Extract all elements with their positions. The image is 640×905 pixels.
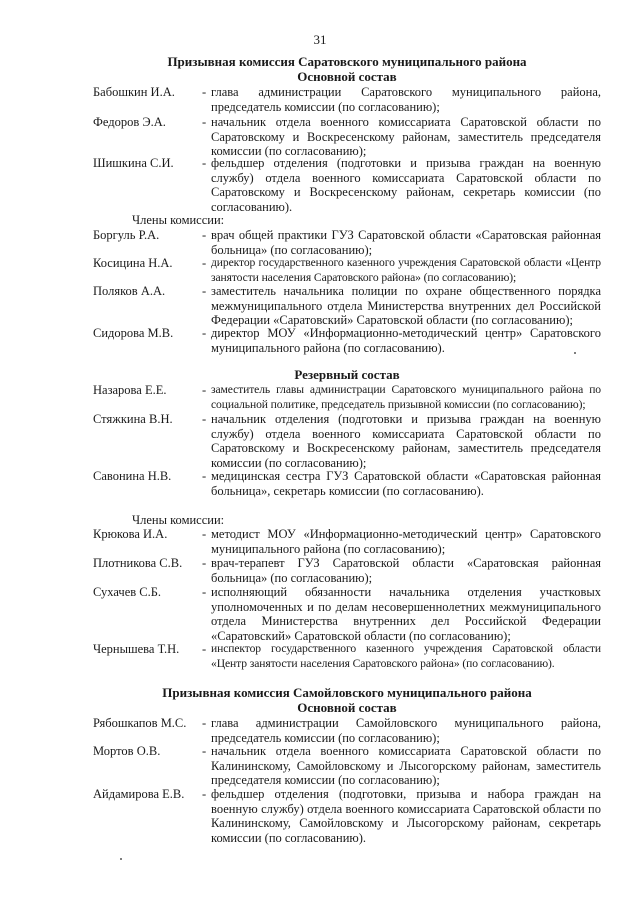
reserve-title: Резервный состав: [294, 367, 400, 382]
dash: -: [202, 412, 207, 426]
member-role: директор государственного казенного учреждения Саратовской области «Центр занятости населения Саратовского района» (по согласованию);: [211, 256, 601, 284]
dash: -: [202, 744, 207, 758]
member-role: глава администрации Саратовского муниципального района, председатель комиссии (по согласованию);: [211, 85, 601, 114]
dash: -: [202, 85, 207, 99]
member-name: Шишкина С.И.: [93, 156, 174, 170]
dash: -: [202, 556, 207, 570]
member-role: исполняющий обязанности начальника отделения участковых уполномоченных и по делам несовершеннолетних межмуниципального отдела Министерства внутренних дел Российской Федерации «Саратовский» Саратовской области (по согласованию);: [211, 585, 601, 643]
dash: -: [202, 716, 207, 730]
scan-speck: [120, 858, 122, 860]
member-name: Стяжкина В.Н.: [93, 412, 173, 426]
dash: -: [202, 284, 207, 298]
member-name: Рябошкапов М.С.: [93, 716, 187, 730]
member-name: Сухачев С.Б.: [93, 585, 162, 599]
member-role: фельдшер отделения (подготовки, призыва и набора граждан на военную службу) отдела военного комиссариата Саратовской области по Калининскому, Самойловскому и Лысогорскому районам, секретарь комиссии (по согласованию).: [211, 787, 601, 845]
dash: -: [202, 383, 207, 397]
member-name: Поляков А.А.: [93, 284, 166, 298]
dash: -: [202, 256, 207, 270]
member-role: заместитель главы администрации Саратовского муниципального района по социальной политике, председатель призывной комиссии (по согласованию);: [211, 383, 601, 411]
member-name: Мортов О.В.: [93, 744, 161, 758]
member-role: врач-терапевт ГУЗ Саратовской области «Саратовская районная больница» (по согласованию);: [211, 556, 601, 585]
dash: -: [202, 115, 207, 129]
member-role: начальник отдела военного комиссариата Саратовской области по Калининскому, Самойловскому и Лысогорскому районам, заместитель председателя комиссии (по согласованию);: [211, 744, 601, 788]
member-role: фельдшер отделения (подготовки и призыва граждан на военную службу) отдела военного комиссариата Саратовской области по Саратовскому и Воскресенскому районам, секретарь комиссии (по согласованию).: [211, 156, 601, 214]
dash: -: [202, 585, 207, 599]
member-role: начальник отдела военного комиссариата Саратовской области по Саратовскому и Воскресенскому районам, заместитель председателя комиссии (по согласованию);: [211, 115, 601, 159]
section-title: Призывная комиссия Самойловского муниципального района: [162, 685, 532, 700]
dash: -: [202, 156, 207, 170]
member-name: Федоров Э.А.: [93, 115, 166, 129]
member-name: Сидорова М.В.: [93, 326, 174, 340]
member-name: Крюкова И.А.: [93, 527, 168, 541]
dash: -: [202, 326, 207, 340]
member-name: Косицина Н.А.: [93, 256, 173, 270]
dash: -: [202, 228, 207, 242]
member-role: медицинская сестра ГУЗ Саратовской области «Саратовская районная больница», секретарь комиссии (по согласованию).: [211, 469, 601, 498]
section-subtitle: Основной состав: [297, 700, 397, 715]
member-role: заместитель начальника полиции по охране общественного порядка межмуниципального отдела Министерства внутренних дел Российской Федерации «Саратовский» Саратовской области (по согласованию);: [211, 284, 601, 328]
page-number: 31: [313, 32, 327, 47]
members-label: Члены комиссии:: [132, 213, 225, 227]
section-subtitle: Основной состав: [297, 69, 397, 84]
member-role: глава администрации Самойловского муниципального района, председатель комиссии (по согласованию);: [211, 716, 601, 745]
member-name: Айдамирова Е.В.: [93, 787, 185, 801]
scan-speck: [574, 352, 576, 354]
member-role: методист МОУ «Информационно-методический центр» Саратовского муниципального района (по согласованию);: [211, 527, 601, 556]
dash: -: [202, 642, 207, 656]
section-title: Призывная комиссия Саратовского муниципального района: [167, 54, 527, 69]
member-name: Бабошкин И.А.: [93, 85, 175, 99]
member-role: инспектор государственного казенного учреждения Саратовской области «Центр занятости населения Саратовского района» (по согласованию).: [211, 642, 601, 670]
member-role: врач общей практики ГУЗ Саратовской области «Саратовская районная больница» (по согласованию);: [211, 228, 601, 257]
member-name: Плотникова С.В.: [93, 556, 183, 570]
member-name: Боргуль Р.А.: [93, 228, 160, 242]
dash: -: [202, 787, 207, 801]
dash: -: [202, 527, 207, 541]
members-label: Члены комиссии:: [132, 513, 225, 527]
member-name: Савонина Н.В.: [93, 469, 172, 483]
member-name: Назарова Е.Е.: [93, 383, 167, 397]
member-role: начальник отделения (подготовки и призыва граждан на военную службу) отдела военного комиссариата Саратовской области по Саратовскому и Воскресенскому районам, заместитель председателя комиссии (по согласованию);: [211, 412, 601, 470]
dash: -: [202, 469, 207, 483]
member-name: Чернышева Т.Н.: [93, 642, 180, 656]
member-role: директор МОУ «Информационно-методический центр» Саратовского муниципального района (по согласованию).: [211, 326, 601, 355]
